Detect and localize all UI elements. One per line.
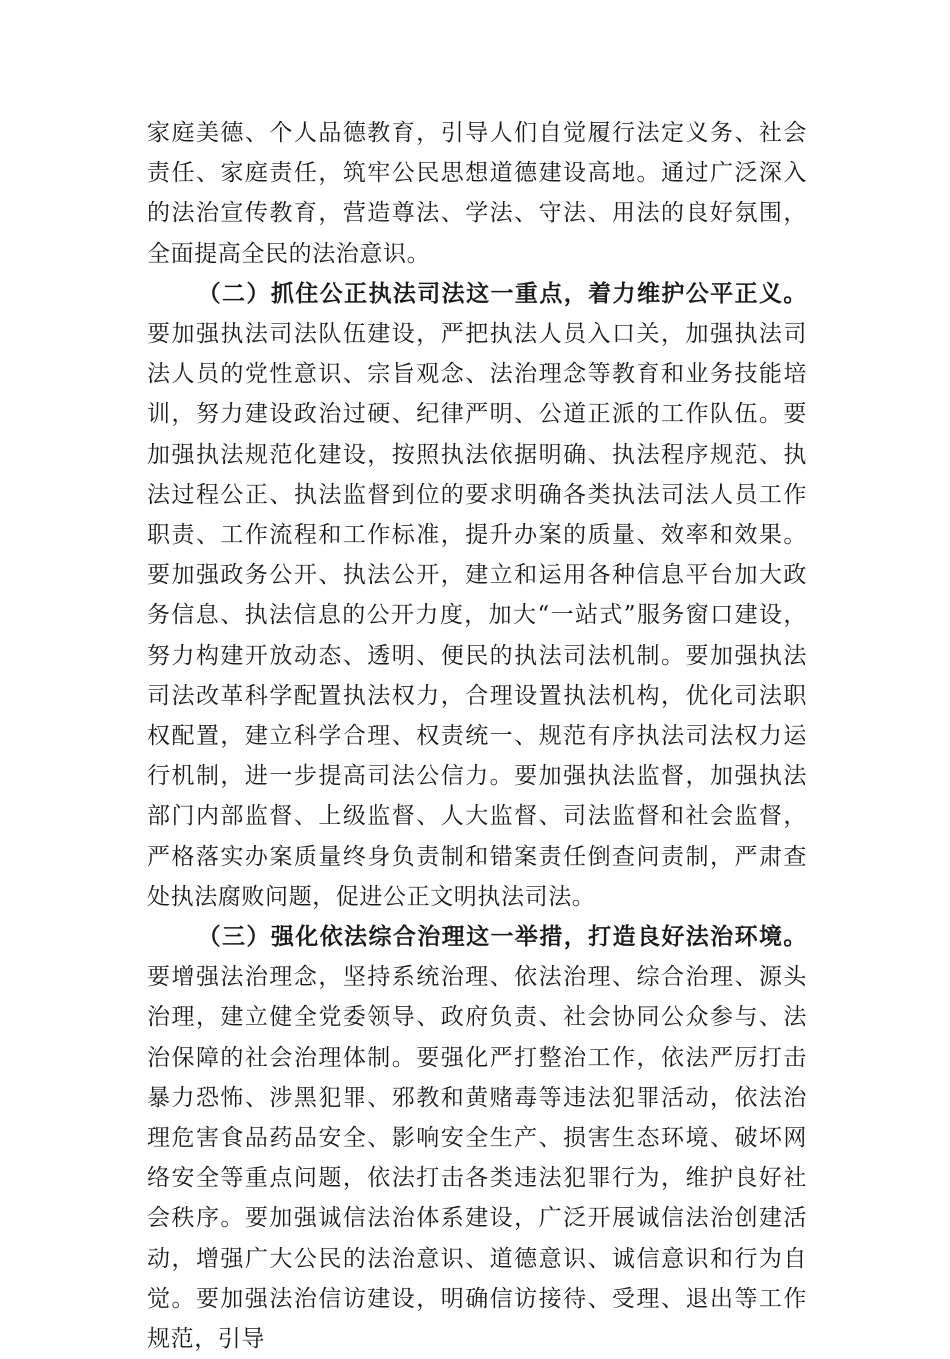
section-2-heading: （二）抓住公正执法司法这一重点，着力维护公平正义。	[197, 279, 807, 307]
document-body	[147, 113, 807, 1359]
paragraph-continuation	[147, 113, 807, 274]
paragraph-section-2	[147, 274, 807, 917]
paragraph-section-3	[147, 917, 807, 1359]
section-3-heading: （三）强化依法综合治理这一举措，打造良好法治环境。	[197, 923, 807, 951]
section-2-text: 要加强执法司法队伍建设，严把执法人员入口关，加强执法司法人员的党性意识、宗旨观念、法治理念等教育和业务技能培训，努力建设政治过硬、纪律严明、公道正派的工作队伍。要加强执法规范化建设，按照执法依据明确、执法程序规范、执法过程公正、执法监督到位的要求明确各类执法司法人员工作职责、工作流程和工作标准，提升办案的质量、效率和效果。要加强政务公开、执法公开，建立和运用各种信息平台加大政务信息、执法信息的公开力度，加大“一站式”服务窗口建设，努力构建开放动态、透明、便民的执法司法机制。要加强执法司法改革科学配置执法权力，合理设置执法机构，优化司法职权配置，建立科学合理、权责统一、规范有序执法司法权力运行机制，进一步提高司法公信力。要加强执法监督，加强执法部门内部监督、上级监督、人大监督、司法监督和社会监督，严格落实办案质量终身负责制和错案责任倒查问责制，严肃查处执法腐败问题，促进公正文明执法司法。	[147, 321, 807, 910]
paragraph-1-text: 家庭美德、个人品德教育，引导人们自觉履行法定义务、社会责任、家庭责任，筑牢公民思想道德建设高地。通过广泛深入的法治宣传教育，营造尊法、学法、守法、用法的良好氛围，全面提高全民的法治意识。	[147, 120, 807, 267]
section-3-text: 要增强法治理念，坚持系统治理、依法治理、综合治理、源头治理，建立健全党委领导、政府负责、社会协同公众参与、法治保障的社会治理体制。要强化严打整治工作，依法严厉打击暴力恐怖、涉黑犯罪、邪教和黄赌毒等违法犯罪活动，依法治理危害食品药品安全、影响安全生产、损害生态环境、破坏网络安全等重点问题，依法打击各类违法犯罪行为，维护良好社会秩序。要加强诚信法治体系建设，广泛开展诚信法治创建活动，增强广大公民的法治意识、道德意识、诚信意识和行为自觉。要加强法治信访建设，明确信访接待、受理、退出等工作规范，引导	[147, 964, 807, 1353]
